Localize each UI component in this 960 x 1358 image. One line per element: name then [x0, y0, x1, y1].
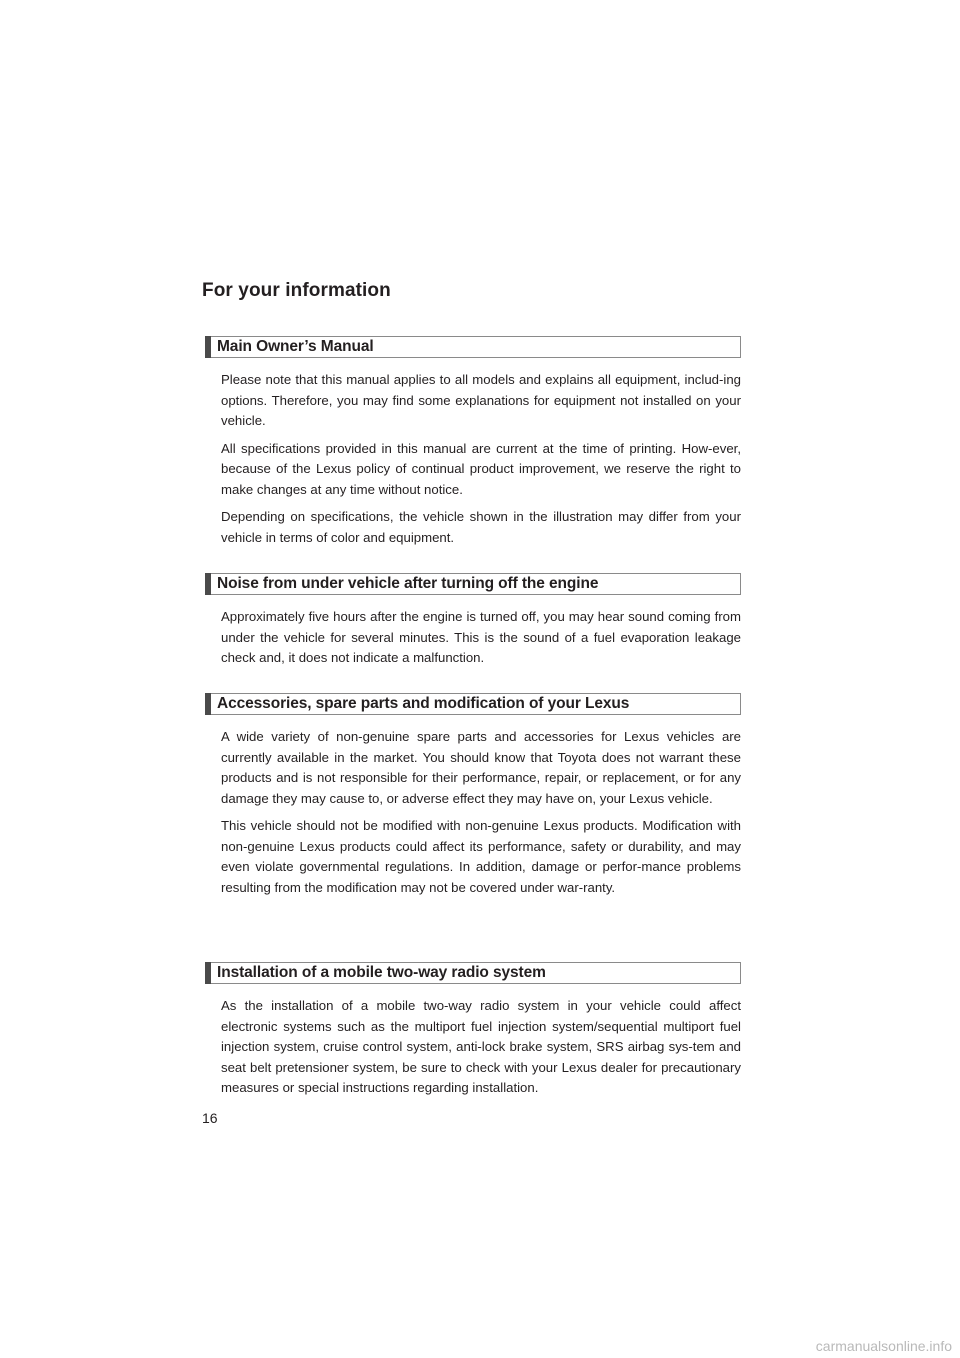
page-number: 16	[202, 1110, 218, 1126]
paragraph: As the installation of a mobile two-way radio system in your vehicle could affect electronic systems such as the multiport fuel injection system/sequential multiport fuel injection system, cruise control system, anti-lock brake system, SRS airbag sys-tem and seat belt pretensioner system, be sure to check with your Lexus dealer for precautionary measures or special instructions regarding installation.	[221, 998, 741, 1095]
paragraph: This vehicle should not be modified with non-genuine Lexus products. Modification with non-genuine Lexus products could affect its performance, safety or durability, and may even violate governmental regulations. In addition, damage or perfor-mance problems resulting from the modification may not be covered under war-ranty.	[221, 818, 741, 895]
paragraph: Please note that this manual applies to all models and explains all equipment, includ-ing options. Therefore, you may find some explanations for equipment not installed on your vehicle.	[221, 372, 741, 428]
paragraph: All specifications provided in this manual are current at the time of printing. How-ever, because of the Lexus policy of continual product improvement, we reserve the right to make changes at any time without notice.	[221, 440, 741, 497]
watermark: carmanualsonline.info	[815, 1338, 952, 1354]
paragraph: Approximately five hours after the engine is turned off, you may hear sound coming from under the vehicle for several minutes. This is the sound of a fuel evaporation leakage check and, it does not indicate a malfunction.	[221, 609, 741, 665]
page-title: For your information	[202, 280, 391, 301]
section-heading	[205, 336, 741, 358]
section-heading	[205, 693, 741, 715]
section-heading-text: Noise from under vehicle after turning off the engine	[217, 575, 599, 592]
section-heading-text: Accessories, spare parts and modification of your Lexus	[217, 695, 630, 712]
paragraph: Depending on specifications, the vehicle shown in the illustration may differ from your vehicle in terms of color and equipment.	[221, 509, 741, 545]
section-accessories-spare-parts	[205, 693, 741, 905]
section-main-owners-manual	[205, 336, 741, 555]
section-heading-text: Installation of a mobile two-way radio system	[217, 964, 546, 981]
section-heading-text: Main Owner’s Manual	[217, 338, 374, 355]
section-two-way-radio	[205, 962, 741, 1106]
section-noise-under-vehicle	[205, 573, 741, 676]
paragraph: A wide variety of non-genuine spare parts and accessories for Lexus vehicles are currently available in the market. You should know that Toyota does not warrant these products and is not responsible for their performance, repair, or replacement, or for any damage they may cause to, or adverse effect they may have on, your Lexus vehicle.	[221, 729, 741, 806]
section-heading	[205, 962, 741, 984]
section-heading	[205, 573, 741, 595]
